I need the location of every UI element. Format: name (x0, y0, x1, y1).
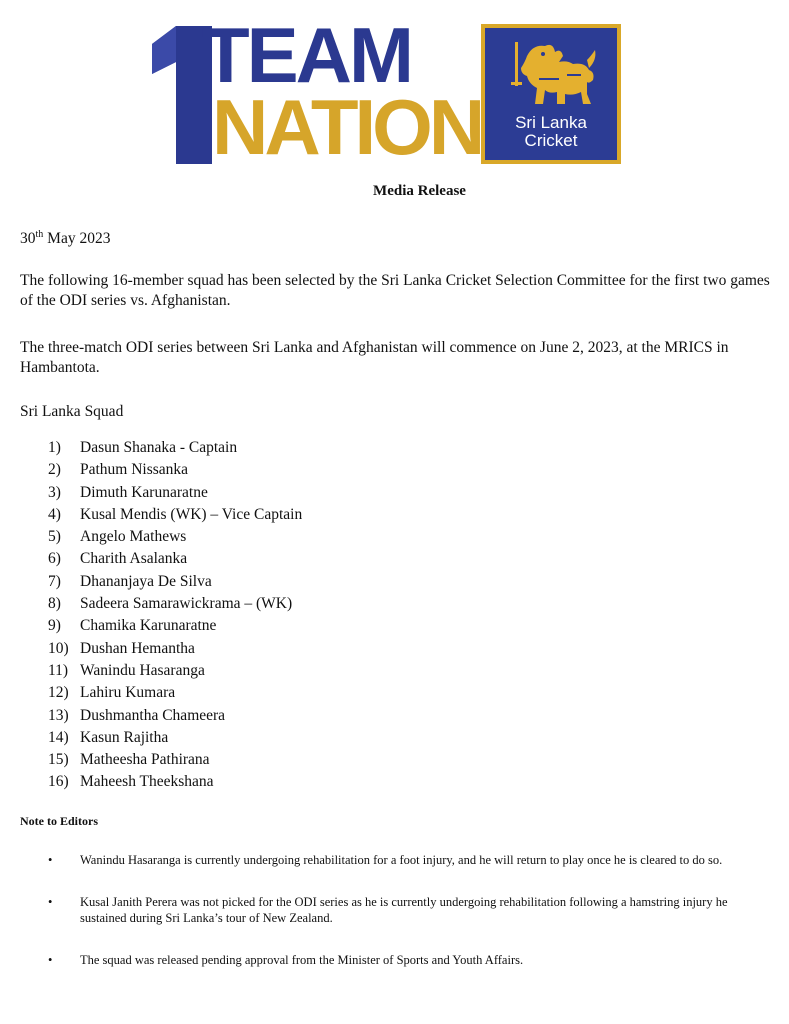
list-item (48, 749, 302, 771)
player-name: Maheesh Theekshana (80, 773, 214, 791)
list-item (48, 660, 302, 682)
note-text: The squad was released pending approval from the Minister of Sports and Youth Affairs. (80, 953, 524, 967)
series-details-paragraph: The three-match ODI series between Sri Lanka and Afghanistan will commence on June 2, 2023, at the MRICS in Hambantota. (20, 339, 729, 376)
squad-list (48, 437, 302, 794)
list-item (48, 504, 302, 526)
note-text: Wanindu Hasaranga is currently undergoing rehabilitation for a foot injury, and he will return to play once he is cleared to do so. (80, 853, 723, 867)
list-item (48, 459, 302, 481)
list-item (48, 548, 302, 570)
release-date (20, 229, 110, 248)
list-item (48, 593, 302, 615)
list-number: 14) (48, 728, 69, 746)
bullet-icon: • (48, 895, 53, 909)
list-item (48, 638, 302, 660)
list-number: 9) (48, 617, 61, 635)
player-name: Pathum Nissanka (80, 461, 189, 479)
player-name: Charith Asalanka (80, 550, 188, 568)
note-item (40, 952, 760, 968)
player-name: Chamika Karunaratne (80, 617, 217, 635)
one-team-one-nation-logo (146, 11, 626, 171)
list-number: 4) (48, 505, 61, 523)
squad-announcement-paragraph: The following 16-member squad has been selected by the Sri Lanka Cricket Selection Committee for the first two games of the ODI series vs. Afghanistan. (20, 272, 770, 309)
player-name: Dushmantha Chameera (80, 706, 226, 724)
release-title: Media Release (373, 183, 466, 199)
list-item (48, 615, 302, 637)
note-item (40, 894, 760, 926)
note-text: Kusal Janith Perera was not picked for the ODI series as he is currently undergoing rehabilitation following a hamstring injury he sustained during Sri Lanka’s tour of New Zealand. (80, 895, 728, 925)
player-name: Wanindu Hasaranga (80, 661, 205, 679)
list-item (48, 437, 302, 459)
player-name: Angelo Mathews (80, 528, 187, 546)
list-number: 8) (48, 595, 61, 613)
list-number: 10) (48, 639, 69, 657)
lion-emblem-icon (509, 38, 599, 110)
player-name: Kasun Rajitha (80, 728, 169, 746)
list-number: 12) (48, 684, 69, 702)
list-item (48, 526, 302, 548)
player-name: Sadeera Samarawickrama – (WK) (80, 595, 293, 613)
date-suffix: th (35, 229, 44, 240)
list-number: 1) (48, 439, 61, 456)
player-name: Matheesha Pathirana (80, 751, 210, 769)
badge-text-line-1: Sri Lanka (515, 113, 587, 132)
date-day: 30 (20, 230, 36, 248)
note-item (40, 852, 760, 868)
player-name: Dimuth Karunaratne (80, 483, 208, 501)
player-name: Dhananjaya De Silva (80, 572, 212, 590)
list-item (48, 727, 302, 749)
logo-team-word: TEAM (202, 11, 411, 99)
list-number: 13) (48, 706, 69, 724)
badge-text-line-2: Cricket (524, 131, 578, 150)
bullet-icon: • (48, 953, 53, 967)
player-name: Dasun Shanaka - Captain (80, 439, 238, 456)
notes-heading: Note to Editors (20, 814, 98, 828)
date-month-year: May 2023 (43, 230, 111, 248)
squad-heading: Sri Lanka Squad (20, 403, 124, 420)
list-item (48, 705, 302, 727)
list-number: 2) (48, 461, 61, 479)
list-item (48, 482, 302, 504)
list-number: 15) (48, 751, 69, 769)
list-number: 3) (48, 483, 61, 501)
list-item (48, 771, 302, 793)
notes-list (40, 852, 760, 968)
player-name: Dushan Hemantha (80, 639, 195, 657)
list-item (48, 682, 302, 704)
player-name: Lahiru Kumara (80, 684, 176, 702)
logo-nation-word: NATION (212, 83, 482, 171)
sri-lanka-cricket-badge (481, 24, 621, 164)
list-number: 11) (48, 661, 69, 679)
list-number: 7) (48, 572, 61, 590)
list-item (48, 571, 302, 593)
player-name: Kusal Mendis (WK) – Vice Captain (80, 505, 303, 523)
list-number: 16) (48, 773, 69, 791)
bullet-icon: • (48, 853, 53, 867)
list-number: 5) (48, 528, 61, 546)
list-number: 6) (48, 550, 61, 568)
